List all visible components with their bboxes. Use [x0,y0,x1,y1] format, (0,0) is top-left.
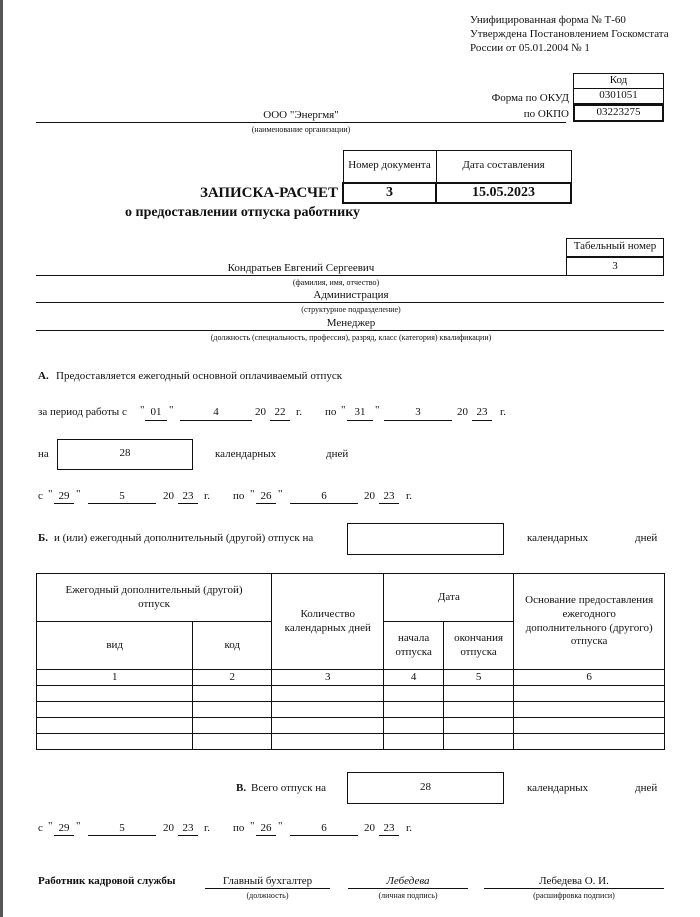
doc-table [342,150,572,204]
section-v-letter: В. [236,782,247,794]
table-row [37,734,665,750]
v-start-year-prefix: 20 [163,822,174,834]
codes-title: Код [609,74,628,86]
period-from-day: 01 [150,406,162,418]
section-v-days-label: дней [635,782,658,794]
quote: " [169,404,174,416]
period-to-label: по [325,406,337,418]
doc-date: 15.05.2023 [436,183,571,203]
start-month-line [88,503,156,504]
form-line-2: Утверждена Постановлением Госкомстата [470,28,669,40]
tab-number: 3 [612,260,618,272]
employee-name: Кондратьев Евгений Сергеевич [227,262,375,274]
employee-name-caption: (фамилия, имя, отчество) [292,278,380,287]
col-start-header: начала отпуска [384,622,443,670]
start-day-line [54,503,74,504]
position-line [36,330,664,331]
period-to-month-line [384,420,452,421]
section-b-days-box [347,523,504,555]
section-b-days: дней [635,532,658,544]
start-year-prefix: 20 [163,490,174,502]
v-start-year-line [178,835,198,836]
okpo-label: по ОКПО [523,108,569,120]
on-label: на [38,448,49,460]
table-row [37,702,665,718]
col-num-5: 5 [443,670,514,686]
form-line-3: России от 05.01.2004 № 1 [470,42,590,54]
quote: " [76,820,81,832]
section-b-letter: Б. [38,532,49,544]
quote: " [48,488,53,500]
end-year: 23 [383,490,395,502]
quote: " [375,404,380,416]
v-po-label: по [233,822,245,834]
doc-subtitle: о предоставлении отпуска работнику [125,205,361,220]
v-start-month-line [88,835,156,836]
v-start-day: 29 [58,822,70,834]
organization-caption: (наименование организации) [251,125,351,134]
doc-title: ЗАПИСКА-РАСЧЕТ [199,185,338,201]
start-year-line [178,503,198,504]
v-end-year-line [379,835,399,836]
period-from-month-line [180,420,252,421]
col-num-2: 2 [193,670,272,686]
section-b-calendar: календарных [527,532,589,544]
department-caption: (структурное подразделение) [301,305,401,314]
period-from-month: 4 [213,406,219,418]
period-to-month: 3 [415,406,421,418]
col-num-6: 6 [514,670,665,686]
start-g: г. [204,490,211,502]
start-s-label: с [38,490,43,502]
quote: " [341,404,346,416]
v-start-month: 5 [119,822,125,834]
col-count-header: Количество календарных дней [272,574,384,670]
table-row [37,686,665,702]
end-day-line [256,503,276,504]
col-num-4: 4 [384,670,443,686]
tab-header: Табельный номер [573,240,657,252]
doc-date-header: Дата составления [436,151,571,183]
signature-sign-line [348,888,468,889]
signature-label: Работник кадровой службы [38,875,176,887]
days-value: 28 [119,447,131,459]
quote: " [278,820,283,832]
period-from-year: 22 [274,406,286,418]
position-caption: (должность (специальность, профессия), разряд, класс (категория) квалификации) [210,333,492,342]
quote: " [76,488,81,500]
signature-position-caption: (должность) [246,891,289,900]
okud-value: 0301051 [599,89,638,101]
page-edge [0,0,3,917]
period-to-day: 31 [354,406,366,418]
v-end-year-prefix: 20 [364,822,375,834]
period-to-g: г. [500,406,507,418]
period-from-year-line [270,420,290,421]
v-end-g: г. [406,822,413,834]
quote: " [250,820,255,832]
end-g: г. [406,490,413,502]
period-from-year-prefix: 20 [255,406,266,418]
v-s-label: с [38,822,43,834]
quote: " [250,488,255,500]
form-line-1: Унифицированная форма № Т-60 [470,14,626,26]
quote: " [278,488,283,500]
end-month-line [290,503,358,504]
additional-leave-table [36,573,665,750]
start-year: 23 [182,490,194,502]
doc-number-header: Номер документа [343,151,436,183]
period-label: за период работы с [38,406,127,418]
period-to-year: 23 [476,406,488,418]
quote: " [48,820,53,832]
col-num-3: 3 [272,670,384,686]
section-a-text: Предоставляется ежегодный основной оплачиваемый отпуск [56,370,343,382]
end-year-prefix: 20 [364,490,375,502]
signature-position: Главный бухгалтер [222,875,313,887]
col-kind-header: вид [37,622,193,670]
section-v-calendar: календарных [527,782,589,794]
col-end-header: окончания отпуска [443,622,514,670]
v-start-year: 23 [182,822,194,834]
col-basis-header: Основание предоставления ежегодного дополнительного (другого) отпуска [514,574,665,670]
table-row [37,718,665,734]
section-v-days: 28 [420,781,431,793]
organization-name: ООО "Энергмя" [263,109,339,121]
section-v-text: Всего отпуск на [251,782,327,794]
end-po-label: по [233,490,245,502]
col-group-header: Ежегодный дополнительный (другой) отпуск [37,574,272,622]
v-end-day: 26 [260,822,272,834]
end-day: 26 [260,490,272,502]
department: Администрация [313,289,389,301]
quote: " [140,404,145,416]
signature-decode-line [484,888,664,889]
period-from-day-line [145,420,167,421]
section-a-letter: А. [38,370,49,382]
organization-line [36,122,566,123]
days-label: дней [326,448,349,460]
start-day: 29 [58,490,70,502]
end-year-line [379,503,399,504]
col-code-header: код [193,622,272,670]
end-month: 6 [321,490,327,502]
signature-position-line [205,888,330,889]
department-line [36,302,664,303]
okud-label: Форма по ОКУД [491,92,569,104]
start-month: 5 [119,490,125,502]
v-end-month: 6 [321,822,327,834]
v-start-g: г. [204,822,211,834]
employee-name-line [36,275,566,276]
period-to-year-line [472,420,492,421]
v-end-year: 23 [383,822,395,834]
col-num-1: 1 [37,670,193,686]
signature-decode: Лебедева О. И. [539,875,609,887]
calendar-label: календарных [215,448,277,460]
signature-sign: Лебедева [386,875,430,887]
period-to-day-line [347,420,373,421]
section-b-text: и (или) ежегодный дополнительный (другой) отпуск на [54,532,314,544]
v-end-day-line [256,835,276,836]
signature-decode-caption: (расшифровка подписи) [533,891,615,900]
v-start-day-line [54,835,74,836]
period-to-year-prefix: 20 [457,406,468,418]
okpo-value: 03223275 [596,106,641,118]
col-date-header: Дата [384,574,514,622]
doc-number: 3 [343,183,436,203]
signature-sign-caption: (личная подпись) [378,891,438,900]
v-end-month-line [290,835,358,836]
position: Менеджер [326,317,376,329]
period-from-g: г. [296,406,303,418]
